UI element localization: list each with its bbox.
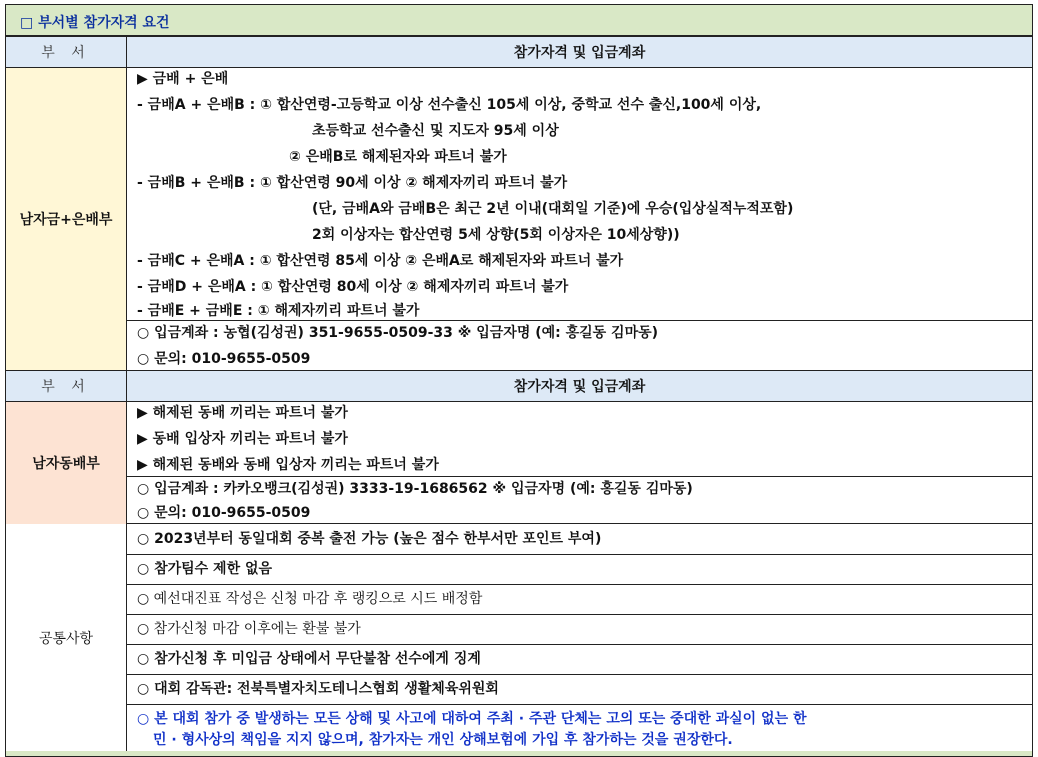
rule-line: (단, 금배A와 금배B은 최근 2년 이내(대회일 기준)에 우승(입상실적누적포함) (312, 201, 794, 217)
common-item: ○ 대회 감독관: 전북특별자치도테니스협회 생활체육위원회 (137, 681, 499, 697)
header-qualification: 참가자격 및 입금계좌 (127, 370, 1033, 402)
rule-line: - 금배A + 은배B : ① 합산연령-고등학교 이상 선수출신 105세 이상, 중학교 선수 출신,100세 이상, (137, 97, 762, 113)
rule-line: ▶ 금배 + 은배 (137, 71, 229, 87)
rule-line: - 금배D + 은배A : ① 합산연령 80세 이상 ② 해제자끼리 파트너 불가 (137, 279, 569, 295)
liability-notice: ○ 본 대회 참가 중 발생하는 모든 상해 및 사고에 대하여 주최 · 주관 단체는 고의 또는 중대한 과실이 없는 한 (137, 711, 807, 727)
header-qualification: 참가자격 및 입금계좌 (127, 36, 1033, 68)
account-info: ○ 입금계좌 : 농협(김성권) 351-9655-0509-33 ※ 입금자명 (예: 홍길동 김마동) (137, 325, 659, 341)
liability-notice: 민 · 형사상의 책임을 지지 않으며, 참가자는 개인 상해보험에 가입 후 참가하는 것을 권장한다. (153, 732, 733, 748)
header-division: 부 서 (5, 36, 127, 68)
contact-info: ○ 문의: 010-9655-0509 (137, 505, 311, 521)
account-info: ○ 입금계좌 : 카카오뱅크(김성권) 3333-19-1686562 ※ 입금자명 (예: 홍길동 김마동) (137, 481, 693, 497)
rule-line: ▶ 동배 입상자 끼리는 파트너 불가 (137, 431, 348, 447)
section-label-men-bronze: 남자동배부 (5, 402, 127, 524)
common-item: ○ 참가신청 마감 이후에는 환불 불가 (137, 621, 361, 637)
common-item: ○ 참가신청 후 미입금 상태에서 무단불참 선수에게 징계 (137, 651, 481, 667)
rule-line: ▶ 해제된 동배와 동배 입상자 끼리는 파트너 불가 (137, 457, 439, 473)
rule-line: ② 은배B로 해제된자와 파트너 불가 (289, 149, 507, 165)
contact-info: ○ 문의: 010-9655-0509 (137, 351, 311, 367)
rule-line: - 금배C + 은배A : ① 합산연령 85세 이상 ② 은배A로 해제된자와 파트너 불가 (137, 253, 624, 269)
rule-line: - 금배E + 금배E : ① 해제자끼리 파트너 불가 (137, 303, 420, 319)
page-title: □ 부서별 참가자격 요건 (20, 15, 170, 31)
rule-line: 초등학교 선수출신 및 지도자 95세 이상 (312, 123, 559, 139)
rule-line: 2회 이상자는 합산연령 5세 상향(5회 이상자은 10세상향)) (312, 227, 680, 243)
common-item: ○ 참가팀수 제한 없음 (137, 561, 273, 577)
table-frame (5, 4, 1033, 757)
rule-line: - 금배B + 은배B : ① 합산연령 90세 이상 ② 해제자끼리 파트너 불가 (137, 175, 568, 191)
common-item: ○ 예선대진표 작성은 신청 마감 후 랭킹으로 시드 배정함 (137, 591, 483, 607)
section-label-men-gold-silver: 남자금+은배부 (5, 68, 127, 370)
section-label-common: 공통사항 (5, 524, 127, 751)
header-division: 부 서 (5, 370, 127, 402)
common-item: ○ 2023년부터 동일대회 중복 출전 가능 (높은 점수 한부서만 포인트 부여) (137, 531, 602, 547)
rule-line: ▶ 해제된 동배 끼리는 파트너 불가 (137, 405, 348, 421)
